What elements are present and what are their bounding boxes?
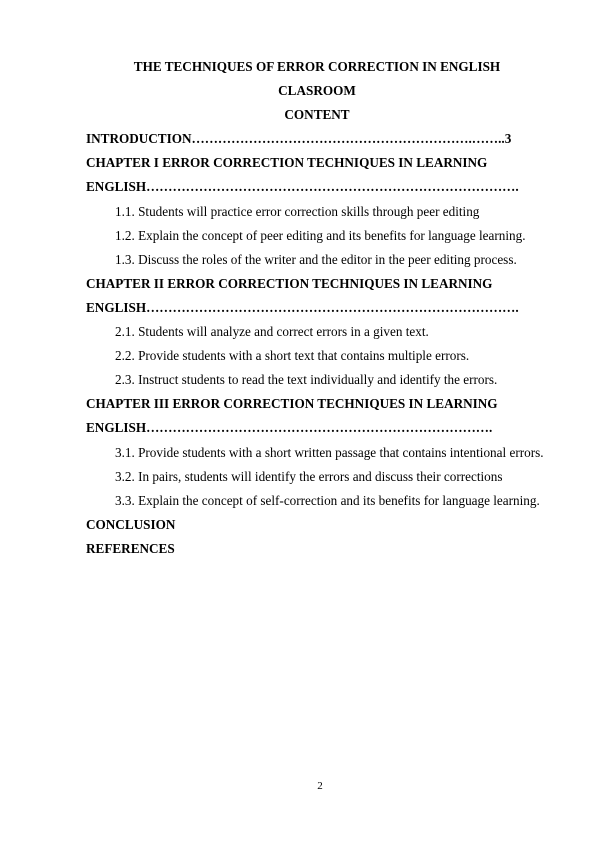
- toc-section-1-2: 1.2. Explain the concept of peer editing and its benefits for language learning.: [115, 227, 526, 243]
- toc-references: REFERENCES: [86, 540, 175, 556]
- toc-chapter-3-line-1: CHAPTER III ERROR CORRECTION TECHNIQUES IN LEARNING: [86, 396, 498, 412]
- toc-section-1-3: 1.3. Discuss the roles of the writer and the editor in the peer editing process.: [115, 251, 517, 267]
- toc-chapter-1-line-1: CHAPTER I ERROR CORRECTION TECHNIQUES IN LEARNING: [86, 155, 488, 171]
- toc-section-1-1: 1.1. Students will practice error correction skills through peer editing: [115, 203, 480, 219]
- page-number: 2: [317, 780, 323, 792]
- toc-conclusion: CONCLUSION: [86, 516, 176, 532]
- toc-chapter-3-line-2: ENGLISH…………………………………………………………………….: [86, 420, 493, 436]
- document-title-line-1: THE TECHNIQUES OF ERROR CORRECTION IN ENGLISH: [133, 59, 501, 74]
- document-title-line-2: CLASROOM: [278, 83, 356, 99]
- toc-section-3-3: 3.3. Explain the concept of self-correction and its benefits for language learning.: [115, 492, 540, 508]
- toc-chapter-2-line-2: ENGLISH………………………………………………………………………….: [86, 299, 519, 315]
- toc-chapter-1-line-2: ENGLISH………………………………………………………………………….: [86, 179, 519, 195]
- toc-section-2-3: 2.3. Instruct students to read the text individually and identify the errors.: [115, 372, 498, 388]
- toc-section-3-1: 3.1. Provide students with a short written passage that contains intentional errors.: [115, 444, 544, 460]
- toc-chapter-2-line-1: CHAPTER II ERROR CORRECTION TECHNIQUES IN LEARNING: [86, 275, 493, 291]
- content-heading: CONTENT: [284, 107, 350, 123]
- toc-introduction: INTRODUCTION……………………………………………………….……..3: [86, 131, 512, 147]
- toc-section-2-1: 2.1. Students will analyze and correct errors in a given text.: [115, 324, 429, 340]
- toc-section-3-2: 3.2. In pairs, students will identify the errors and discuss their corrections: [115, 468, 503, 484]
- document-content: [86, 55, 552, 561]
- toc-section-2-2: 2.2. Provide students with a short text that contains multiple errors.: [115, 348, 470, 364]
